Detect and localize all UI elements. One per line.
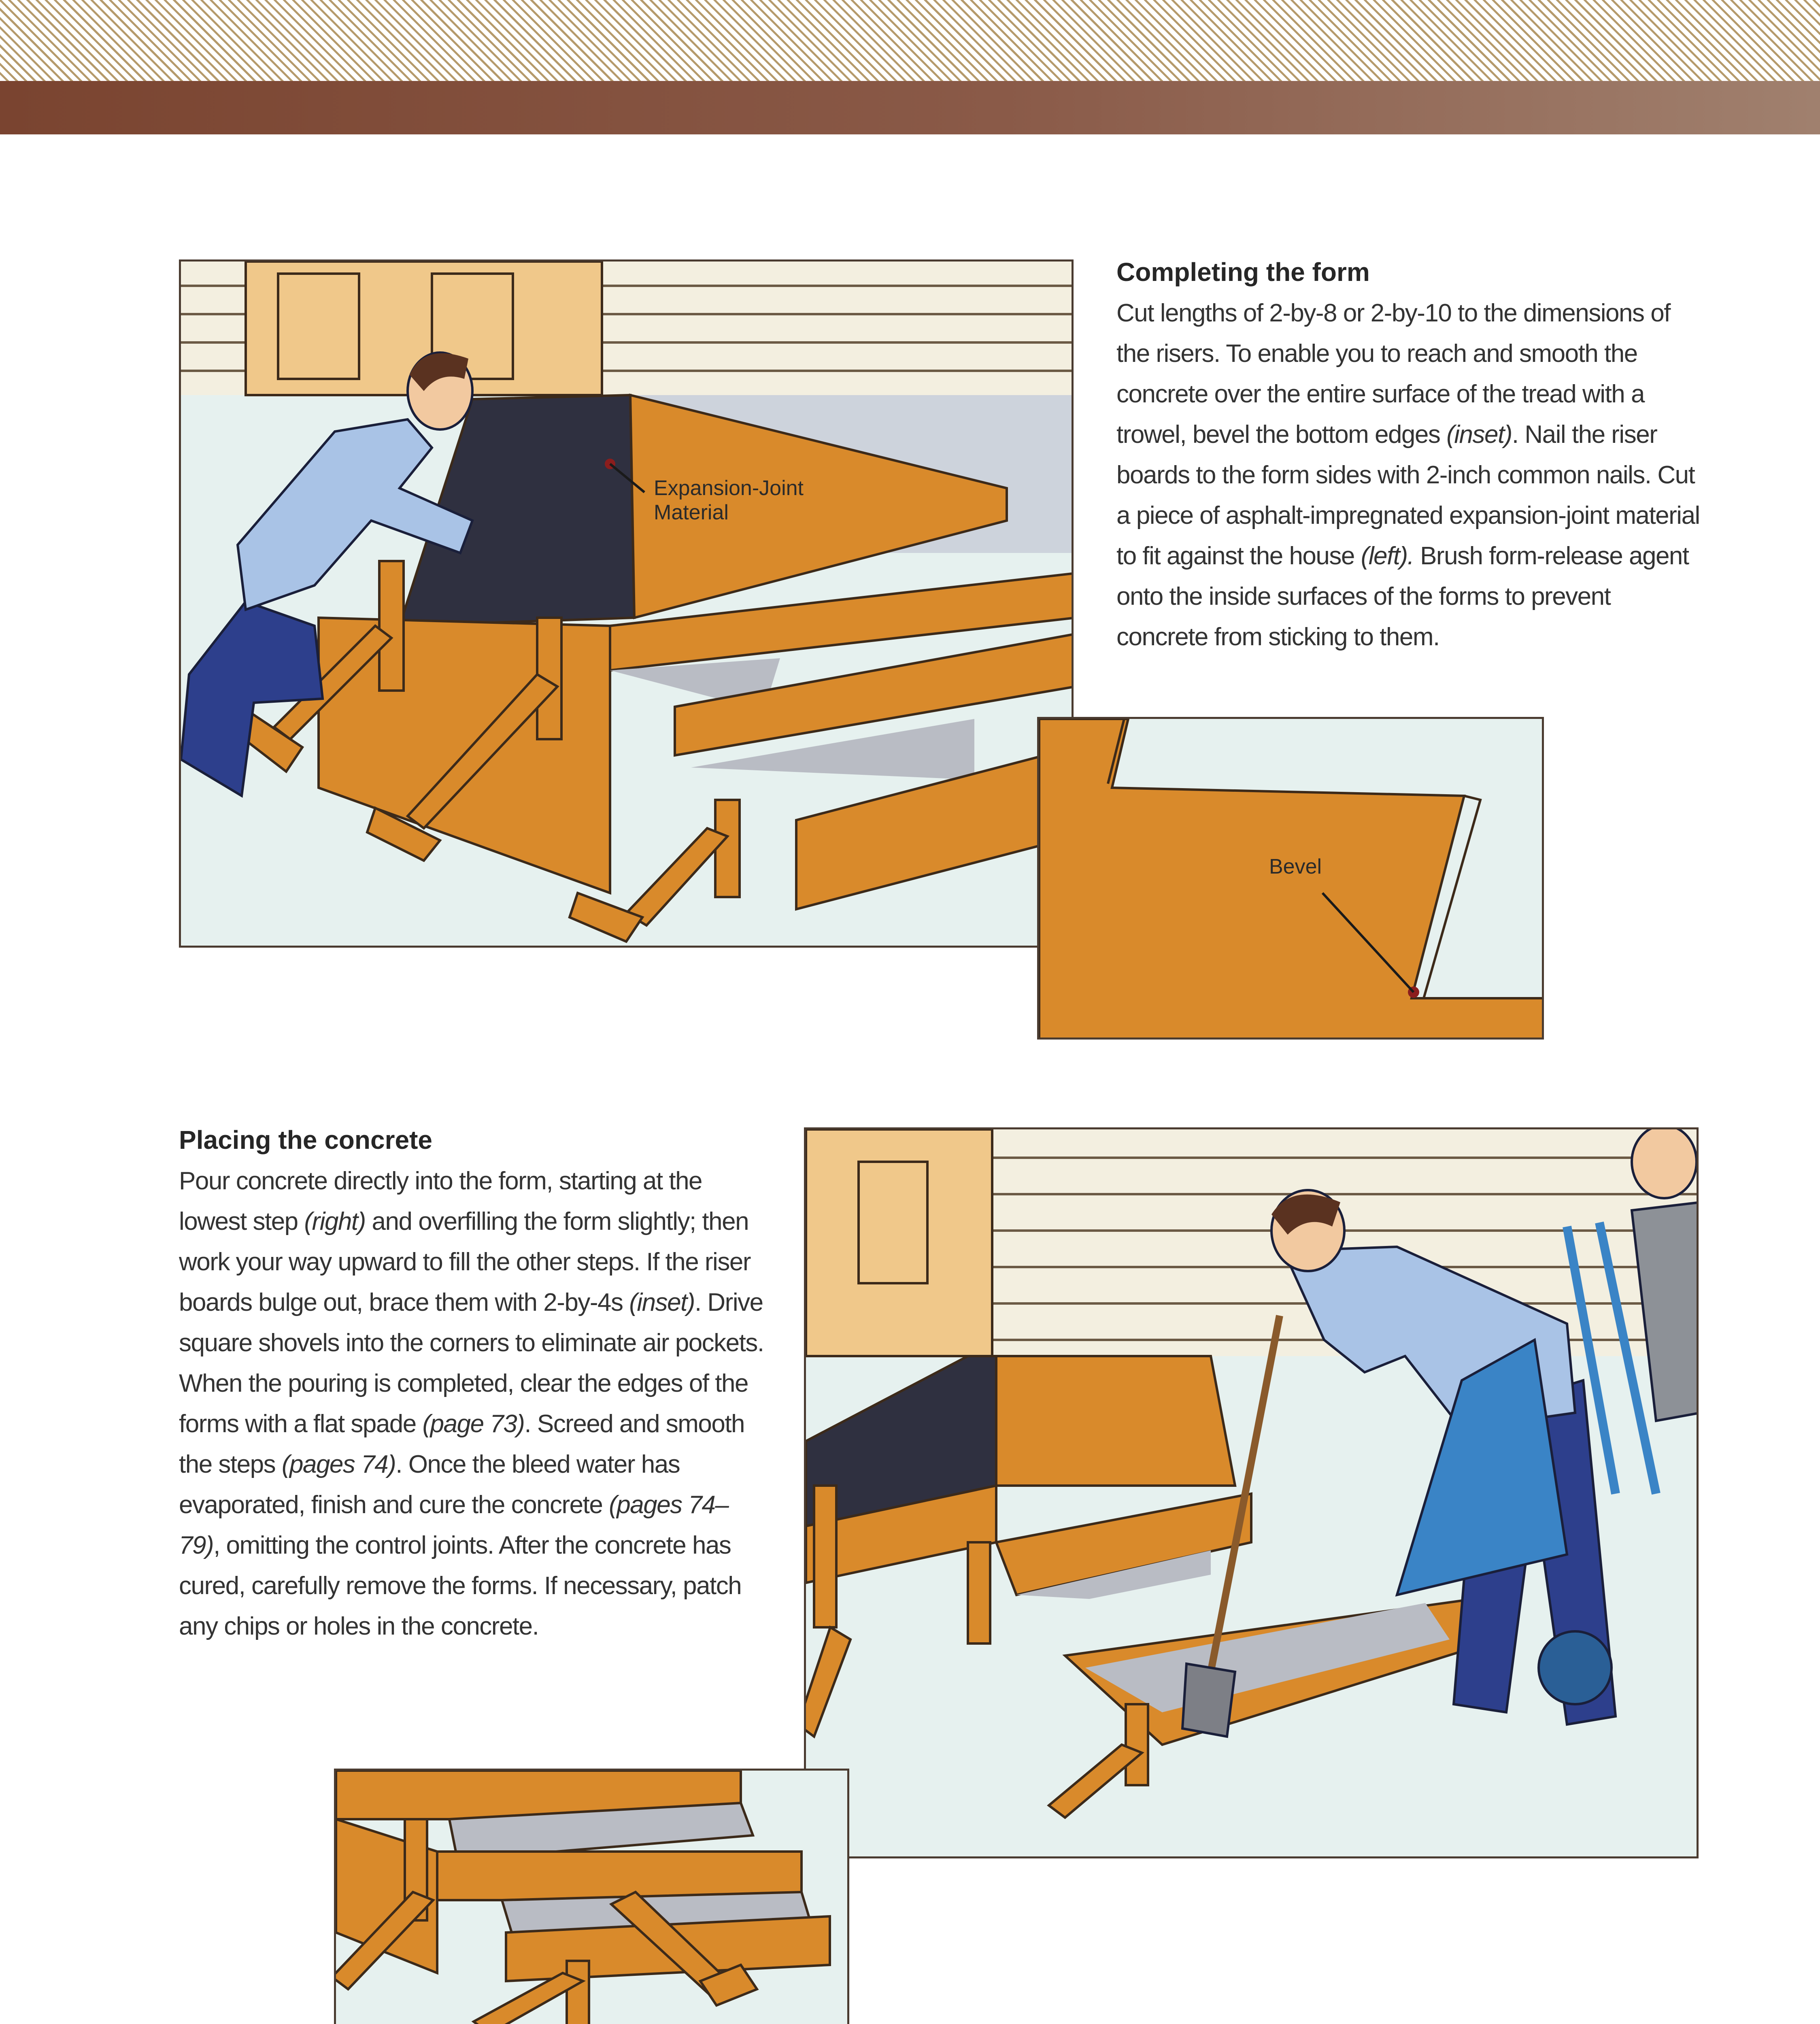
section-placing-concrete — [179, 1121, 766, 1647]
section2-run: . Once the bleed water has evaporated, finish and cure the concrete — [179, 1450, 680, 1519]
header-band — [0, 81, 1820, 134]
expansion-label-line1: Expansion-Joint — [654, 476, 804, 500]
figure-bevel-inset — [1037, 717, 1544, 1040]
section1-run: (left). — [1361, 542, 1414, 570]
header-hatch — [0, 0, 1820, 81]
expansion-label-line2: Material — [654, 501, 729, 524]
section2-body — [179, 1161, 766, 1647]
section2-heading: Placing the concrete — [179, 1125, 432, 1154]
form-illustration — [181, 262, 1074, 948]
section2-run: . Drive square shovels into the corners to eliminate air pockets. When the pouring is completed, clear the edges of the forms with a flat spade — [179, 1288, 764, 1438]
figure-braced-risers-inset — [334, 1769, 849, 2024]
section2-run: , omitting the control joints. After the concrete has cured, carefully remove the forms. If necessary, patch any chips or holes in the concrete. — [179, 1531, 742, 1640]
bevel-illustration — [1039, 719, 1544, 1040]
bevel-label: Bevel — [1269, 855, 1322, 878]
pouring-illustration — [806, 1129, 1699, 1858]
section2-run: (inset) — [629, 1288, 695, 1316]
figure-completing-form — [179, 259, 1074, 948]
section2-run: (pages 74–79) — [179, 1491, 729, 1559]
section2-run: (pages 74) — [281, 1450, 396, 1478]
section1-heading: Completing the form — [1116, 257, 1370, 287]
braced-risers-illustration — [336, 1771, 849, 2024]
section-completing-form — [1116, 253, 1703, 657]
expansion-joint-label — [654, 476, 804, 525]
section2-run: (page 73) — [422, 1410, 525, 1438]
section1-run: (inset) — [1446, 421, 1512, 449]
house-siding — [181, 262, 1074, 395]
section1-run: Brush form-release agent onto the inside surfaces of the forms to prevent concrete from sticking to them. — [1116, 542, 1689, 651]
section1-run: . Nail the riser boards to the form sides with 2-inch common nails. Cut a piece of asphalt-impregnated expansion-joint material to fit against the house — [1116, 421, 1700, 570]
section1-body — [1116, 293, 1703, 657]
figure-placing-concrete — [804, 1127, 1699, 1858]
section2-run: (right) — [304, 1208, 366, 1235]
section2-run: . Screed and smooth the steps — [179, 1410, 745, 1478]
section1-run: Cut lengths of 2-by-8 or 2-by-10 to the dimensions of the risers. To enable you to reach and smooth the concrete over the entire surface of the tread with a trowel, bevel the bottom edges — [1116, 299, 1670, 449]
section2-run: Pour concrete directly into the form, starting at the lowest step — [179, 1167, 702, 1235]
section2-run: and overfilling the form slightly; then work your way upward to fill the other steps. If the riser boards bulge out, brace them with 2-by-4s — [179, 1208, 751, 1316]
